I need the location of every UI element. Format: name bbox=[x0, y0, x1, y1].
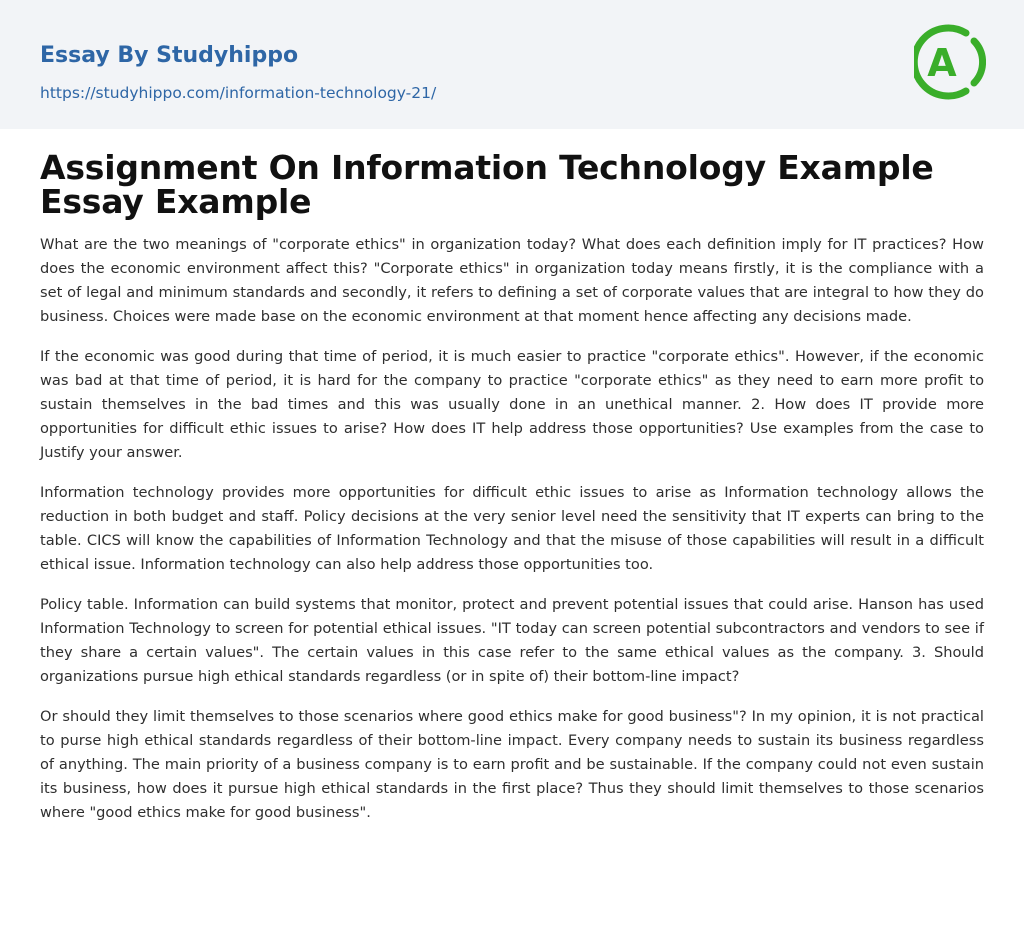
paragraph: If the economic was good during that time of period, it is much easier to practice "corporate ethics". However, if the economic was bad at that time of period, it is hard for the company to practice "corporate ethics" as they need to earn more profit to sustain themselves in the bad times and this was usually done in an unethical manner. 2. How does IT provide more opportunities for difficult ethic issues to arise? How does IT help address those opportunities? Use examples from the case to Justify your answer. bbox=[40, 348, 984, 461]
studyhippo-logo-icon[interactable] bbox=[914, 19, 986, 105]
article bbox=[0, 148, 1024, 825]
paragraph: What are the two meanings of "corporate ethics" in organization today? What does each definition imply for IT practices? How does the economic environment affect this? "Corporate ethics" in organization today means firstly, it is the compliance with a set of legal and minimum standards and secondly, it refers to defining a set of corporate values that are integral to how they do business. Choices were made base on the economic environment at that moment hence affecting any decisions made. bbox=[40, 236, 984, 325]
source-url-link[interactable]: https://studyhippo.com/information-technology-21/ bbox=[40, 84, 437, 102]
paragraph: Or should they limit themselves to those scenarios where good ethics make for good business"? In my opinion, it is not practical to purse high ethical standards regardless of their bottom-line impact. Every company needs to sustain its business regardless of anything. The main priority of a business company is to earn profit and be sustainable. If the company could not even sustain its business, how does it pursue high ethical standards in the first place? Thus they should limit themselves to those scenarios where "good ethics make for good business". bbox=[40, 708, 984, 821]
page-title: Assignment On Information Technology Example Essay Example bbox=[40, 148, 934, 221]
paragraph: Information technology provides more opportunities for difficult ethic issues to arise as Information technology allows the reduction in both budget and staff. Policy decisions at the very senior level need the sensitivity that IT experts can bring to the table. CICS will know the capabilities of Information Technology and that the misuse of those capabilities will result in a difficult ethical issue. Information technology can also help address those opportunities too. bbox=[40, 484, 984, 573]
site-header bbox=[0, 0, 1024, 129]
brand-title[interactable]: Essay By Studyhippo bbox=[40, 43, 299, 68]
paragraph: Policy table. Information can build systems that monitor, protect and prevent potential issues that could arise. Hanson has used Information Technology to screen for potential ethical issues. "IT today can screen potential subcontractors and vendors to see if they share a certain values". The certain values in this case refer to the same ethical values as the company. 3. Should organizations pursue high ethical standards regardless (or in spite of) their bottom-line impact? bbox=[40, 596, 984, 685]
logo-letter: A bbox=[927, 41, 957, 85]
